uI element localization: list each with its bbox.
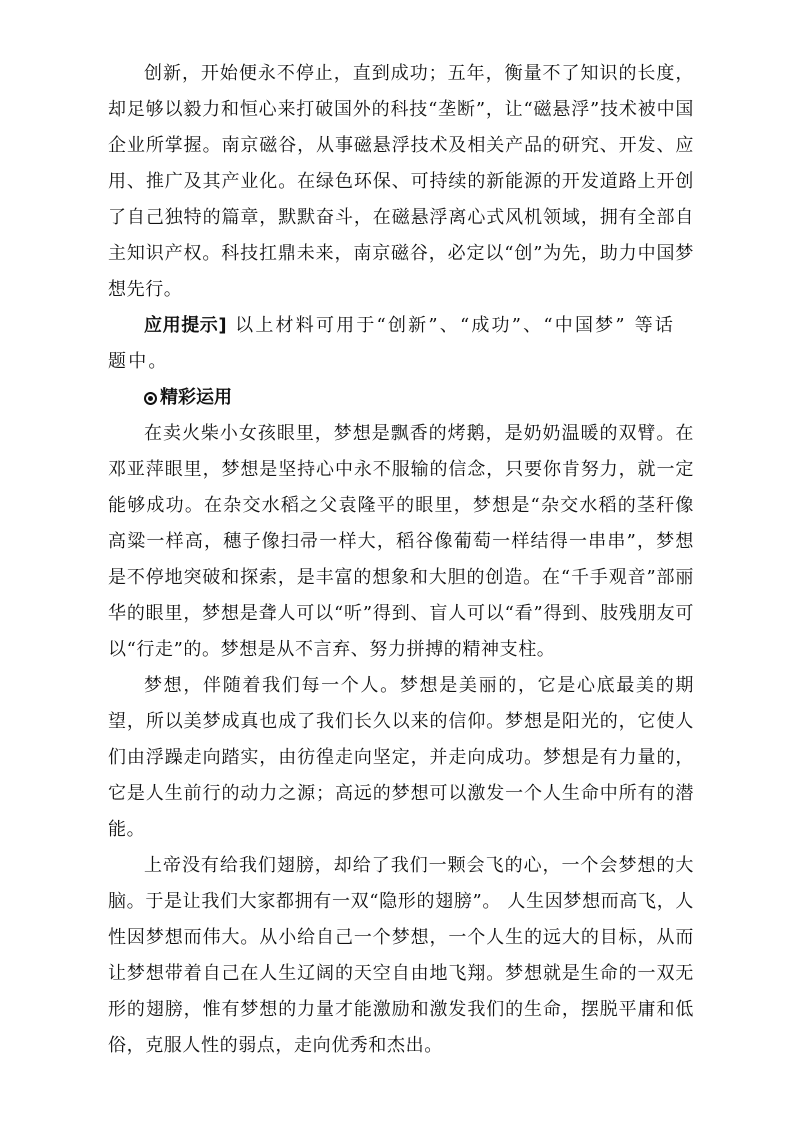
- hint-label: 应用提示]: [144, 315, 228, 336]
- hint-text: 以上材料可用于“创新”、“成功”、“中国梦” 等话题中。: [108, 315, 676, 372]
- section-heading-text: 精彩运用: [160, 387, 232, 408]
- section-heading: [108, 380, 694, 416]
- application-hint: [108, 308, 694, 380]
- circle-bullet-icon: [144, 392, 157, 405]
- paragraph-intro: 创新，开始便永不停止，直到成功；五年，衡量不了知识的长度，却足够以毅力和恒心来打破国外的科技“垄断”，让“磁悬浮”技术被中国企业所掌握。南京磁谷，从事磁悬浮技术及相关产品的研究、开发、应用、推广及其产业化。在绿色环保、可持续的新能源的开发道路上开创了自己独特的篇章，默默奋斗，在磁悬浮离心式风机领域，拥有全部自主知识产权。科技扛鼎未来，南京磁谷，必定以“创”为先，助力中国梦想先行。: [108, 63, 694, 300]
- document-page: [108, 56, 694, 1064]
- paragraph-dream-views: 在卖火柴小女孩眼里，梦想是飘香的烤鹅，是奶奶温暖的双臂。在邓亚萍眼里，梦想是坚持心中永不服输的信念，只要你肯努力，就一定能够成功。在杂交水稻之父袁隆平的眼里，梦想是“杂交水稻的茎秆像高粱一样高，穗子像扫帚一样大，稻谷像葡萄一样结得一串串”，梦想是不停地突破和探索，是丰富的想象和大胆的创造。在“千手观音”部丽华的眼里，梦想是聋人可以“听”得到、盲人可以“看”得到、肢残朋友可以“行走”的。梦想是从不言弃、努力拼搏的精神支柱。: [108, 423, 694, 660]
- paragraph-dream-wings: 上帝没有给我们翅膀，却给了我们一颗会飞的心，一个会梦想的大脑。于是让我们大家都拥有一双“隐形的翅膀”。 人生因梦想而高飞，人性因梦想而伟大。从小给自己一个梦想，一个人生的远大的目标，从而让梦想带着自己在人生辽阔的天空自由地飞翔。梦想就是生命的一双无形的翅膀，惟有梦想的力量才能激励和激发我们的生命，摆脱平庸和低俗，克服人性的弱点，走向优秀和杰出。: [108, 855, 694, 1056]
- paragraph-dream-nature: 梦想，伴随着我们每一个人。梦想是美丽的，它是心底最美的期望，所以美梦成真也成了我们长久以来的信仰。梦想是阳光的，它使人们由浮躁走向踏实，由彷徨走向坚定，并走向成功。梦想是有力量的，它是人生前行的动力之源；高远的梦想可以激发一个人生命中所有的潜能。: [108, 675, 694, 840]
